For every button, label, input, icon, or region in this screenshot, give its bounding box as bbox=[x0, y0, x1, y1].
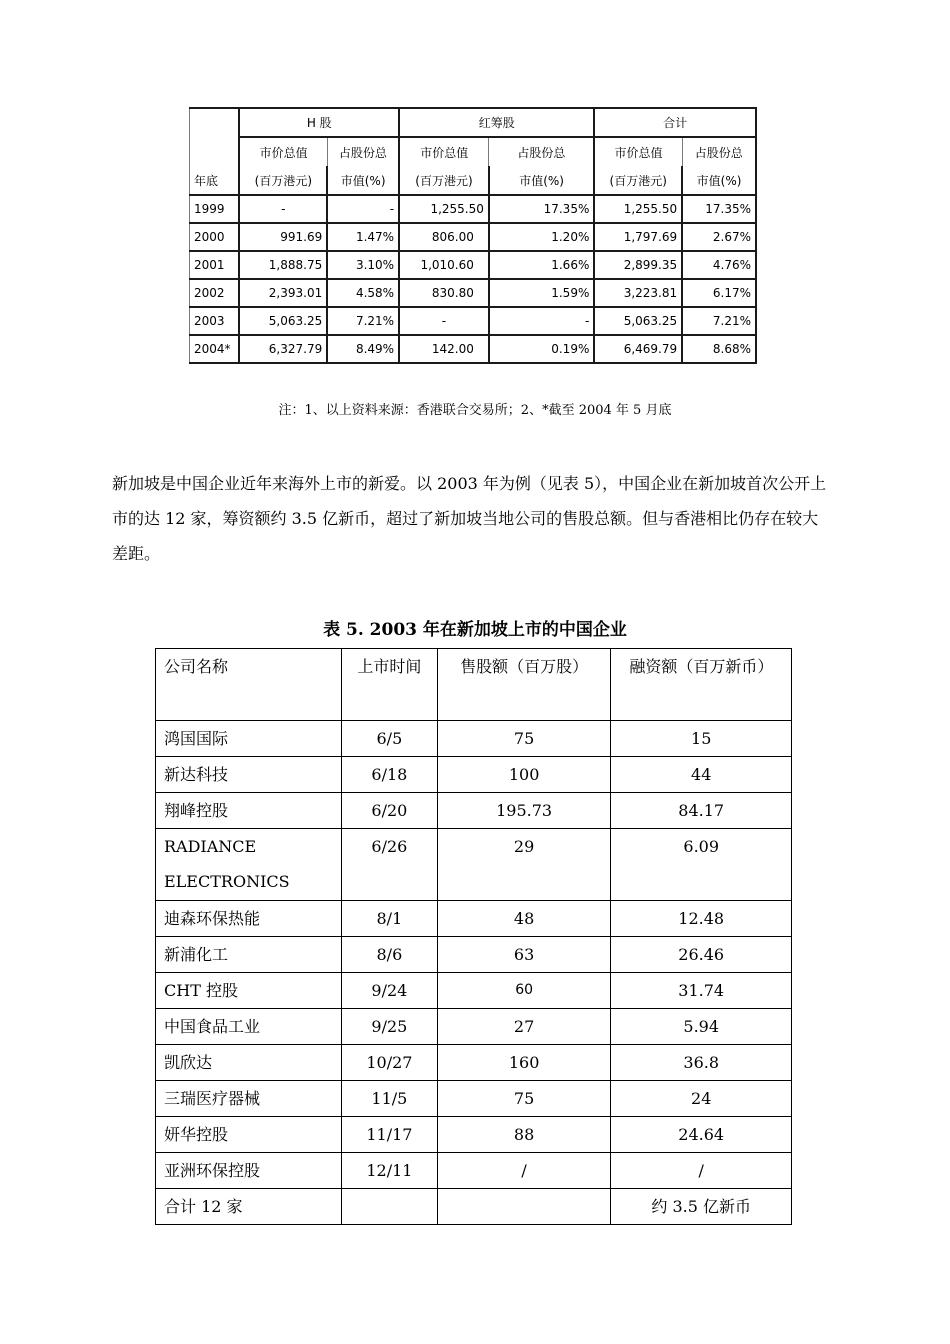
table-row: 1999 - - 1,255.50 17.35% 1,255.50 17.35% bbox=[190, 195, 757, 223]
table-header-row bbox=[156, 649, 792, 721]
table-row: 2003 5,063.25 7.21% - - 5,063.25 7.21% bbox=[190, 307, 757, 335]
table-row: 鸿国国际 6/5 75 15 bbox=[156, 721, 792, 757]
h-mv-header: 市价总值 bbox=[239, 137, 327, 166]
table-row: 新浦化工 8/6 63 26.46 bbox=[156, 937, 792, 973]
table-row: 迪森环保热能 8/1 48 12.48 bbox=[156, 901, 792, 937]
red-mv-header: 市价总值 bbox=[399, 137, 489, 166]
red-chip-group-header: 红筹股 bbox=[399, 108, 594, 137]
table-row: 中国食品工业 9/25 27 5.94 bbox=[156, 1009, 792, 1045]
h-share-group-header: H 股 bbox=[239, 108, 399, 137]
red-share-unit: 市值(%) bbox=[489, 166, 594, 195]
table-row: 2001 1,888.75 3.10% 1,010.60 1.66% 2,899.35 4.76% bbox=[190, 251, 757, 279]
total-mv-header: 市价总值 bbox=[594, 137, 682, 166]
date-header: 上市时间 bbox=[341, 649, 437, 721]
table-row: 2002 2,393.01 4.58% 830.80 1.59% 3,223.81 6.17% bbox=[190, 279, 757, 307]
h-share-unit: 市值(%) bbox=[327, 166, 399, 195]
table-row: 妍华控股 11/17 88 24.64 bbox=[156, 1117, 792, 1153]
body-paragraph: 新加坡是中国企业近年来海外上市的新爱。以 2003 年为例（见表 5），中国企业在新加坡首次公开上市的达 12 家，筹资额约 3.5 亿新币，超过了新加坡当地公司的售股总额。但与香港相比仍存在较大差距。 bbox=[112, 474, 827, 563]
table-row: 亚洲环保控股 12/11 / / bbox=[156, 1153, 792, 1189]
total-mv-unit: (百万港元) bbox=[594, 166, 682, 195]
singapore-listings-table bbox=[155, 648, 792, 1225]
table-row: 2000 991.69 1.47% 806.00 1.20% 1,797.69 2.67% bbox=[190, 223, 757, 251]
table-row: 新达科技 6/18 100 44 bbox=[156, 757, 792, 793]
table-row: 三瑞医疗器械 11/5 75 24 bbox=[156, 1081, 792, 1117]
year-header-blank bbox=[190, 108, 240, 137]
h-mv-unit: (百万港元) bbox=[239, 166, 327, 195]
market-value-table bbox=[189, 107, 757, 364]
shares-header: 售股额（百万股） bbox=[437, 649, 611, 721]
year-header: 年底 bbox=[190, 166, 240, 195]
company-header: 公司名称 bbox=[156, 649, 342, 721]
funds-header: 融资额（百万新币） bbox=[611, 649, 792, 721]
table-row: 翔峰控股 6/20 195.73 84.17 bbox=[156, 793, 792, 829]
table-row: 凯欣达 10/27 160 36.8 bbox=[156, 1045, 792, 1081]
table-row: CHT 控股 9/24 60 31.74 bbox=[156, 973, 792, 1009]
total-group-header: 合计 bbox=[594, 108, 756, 137]
h-share-header: 占股份总 bbox=[327, 137, 399, 166]
table-row: RADIANCE ELECTRONICS 6/26 29 6.09 bbox=[156, 829, 792, 901]
red-mv-unit: (百万港元) bbox=[399, 166, 489, 195]
total-share-unit: 市值(%) bbox=[682, 166, 756, 195]
table-total-row: 合计 12 家 约 3.5 亿新币 bbox=[156, 1189, 792, 1225]
table-source-note: 注：1、以上资料来源：香港联合交易所；2、*截至 2004 年 5 月底 bbox=[278, 403, 672, 418]
table-title: 表 5. 2003 年在新加坡上市的中国企业 bbox=[323, 620, 627, 640]
table-row: 2004* 6,327.79 8.49% 142.00 0.19% 6,469.79 8.68% bbox=[190, 335, 757, 363]
total-share-header: 占股份总 bbox=[682, 137, 756, 166]
red-share-header: 占股份总 bbox=[489, 137, 594, 166]
